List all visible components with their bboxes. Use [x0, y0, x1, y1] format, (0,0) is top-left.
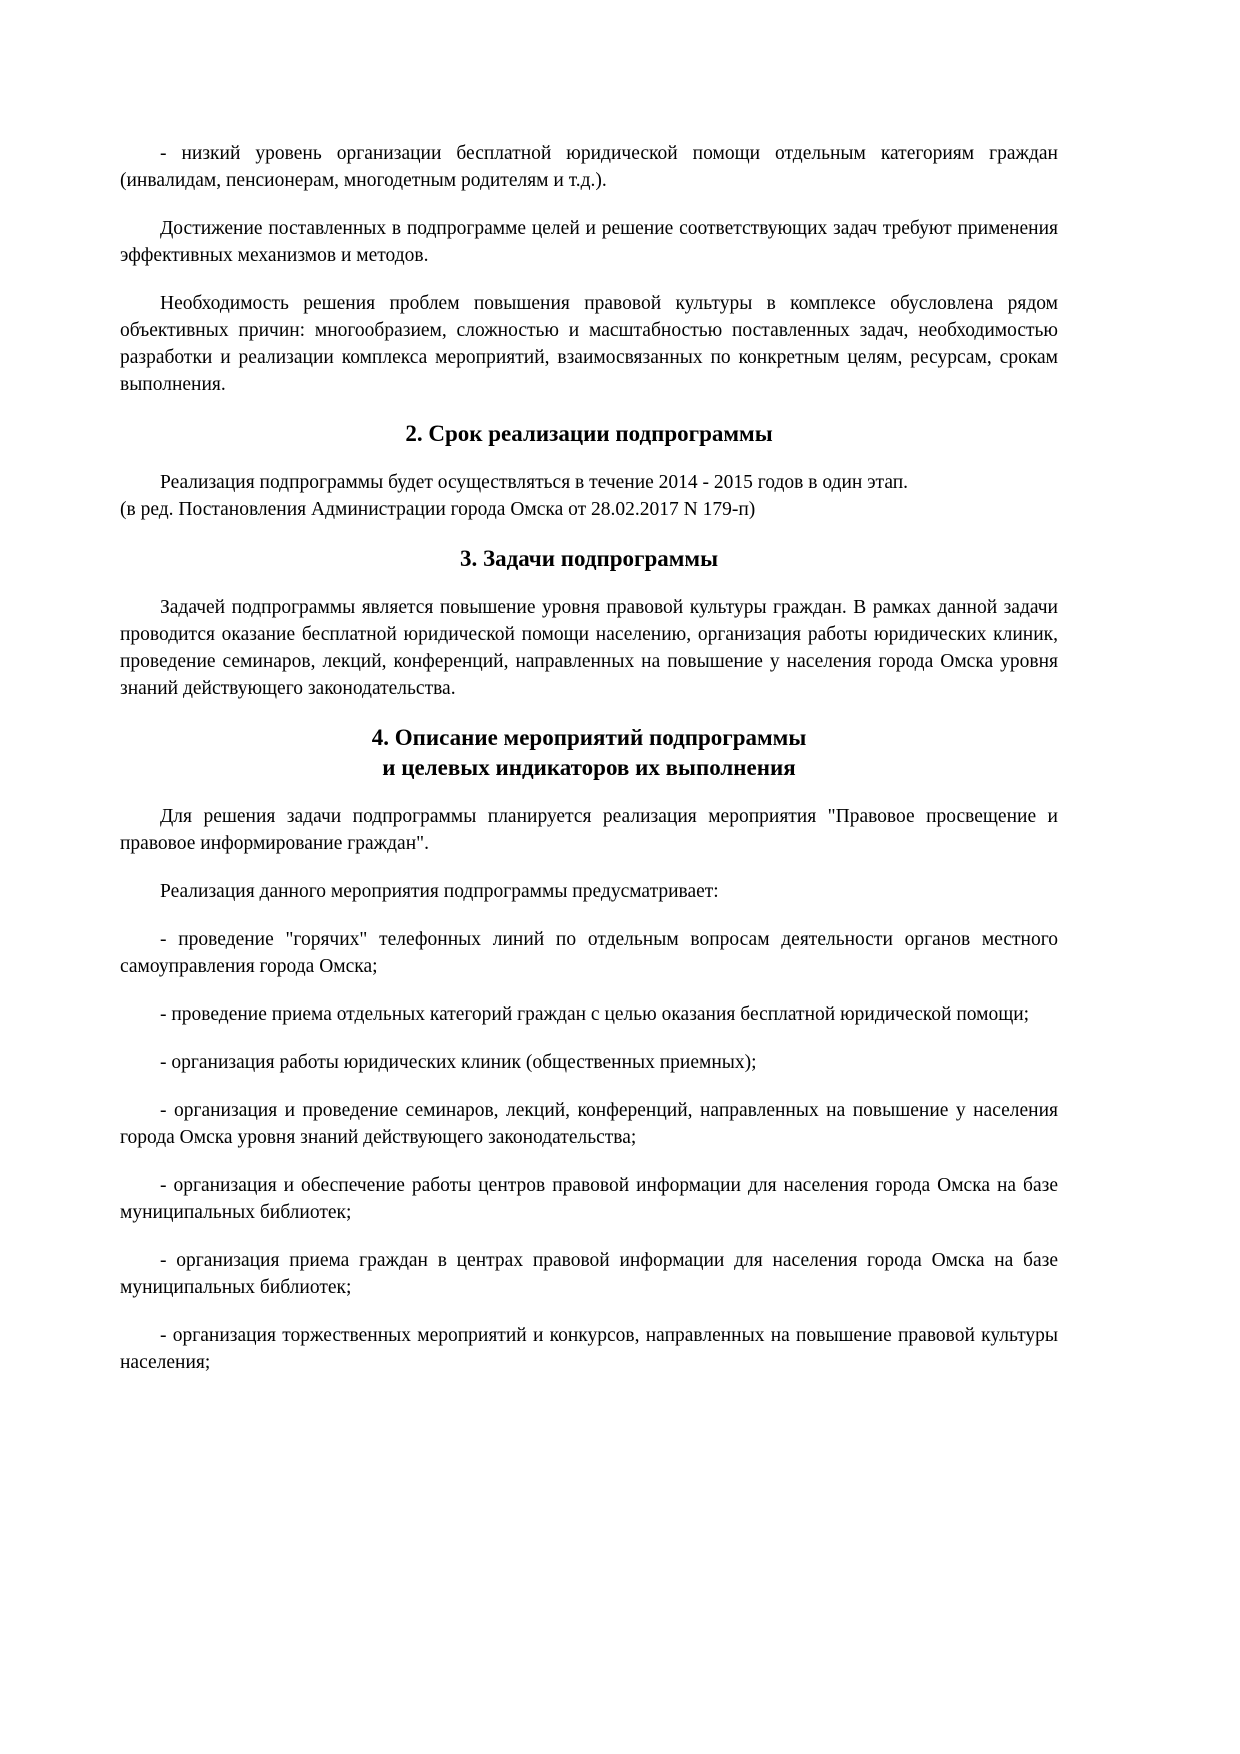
- list-item: - организация и проведение семинаров, лекций, конференций, направленных на повышение у населения города Омска уровня знаний действующего законодательства;: [120, 1100, 1058, 1148]
- intro-paragraph-3: Необходимость решения проблем повышения правовой культуры в комплексе обусловлена рядом объективных причин: многообразием, сложностью и масштабностью поставленных задач, необходимостью разработки и реализации комплекса мероприятий, взаимосвязанных по конкретным целям, ресурсам, срокам выполнения.: [120, 293, 1058, 395]
- section-4-paragraph-1: Для решения задачи подпрограммы планируется реализация мероприятия "Правовое просвещение и правовое информирование граждан".: [120, 806, 1058, 854]
- list-item: - проведение "горячих" телефонных линий по отдельным вопросам деятельности органов местного самоуправления города Омска;: [120, 929, 1058, 977]
- activity-list: [120, 926, 1058, 1376]
- section-4-paragraph-2: Реализация данного мероприятия подпрограммы предусматривает:: [160, 881, 719, 902]
- section-2-paragraph: Реализация подпрограммы будет осуществляться в течение 2014 - 2015 годов в один этап.: [160, 472, 909, 493]
- list-item: - организация торжественных мероприятий и конкурсов, направленных на повышение правовой культуры населения;: [120, 1325, 1058, 1373]
- section-4-heading-line-2: и целевых индикаторов их выполнения: [382, 755, 796, 780]
- section-3-heading: [120, 544, 1058, 574]
- section-2-heading: [120, 419, 1058, 449]
- section-3-heading-text: 3. Задачи подпрограммы: [459, 546, 719, 571]
- section-2-amendment-note: (в ред. Постановления Администрации города Омска от 28.02.2017 N 179-п): [120, 499, 756, 520]
- list-item: - организация приема граждан в центрах правовой информации для населения города Омска на базе муниципальных библиотек;: [120, 1250, 1058, 1298]
- document-page: [120, 140, 1058, 1397]
- list-item: - организация работы юридических клиник (общественных приемных);: [160, 1052, 757, 1073]
- section-4-heading-line-1: 4. Описание мероприятий подпрограммы: [371, 725, 807, 750]
- list-item: - проведение приема отдельных категорий граждан с целью оказания бесплатной юридической помощи;: [160, 1004, 1030, 1025]
- section-3-paragraph: Задачей подпрограммы является повышение уровня правовой культуры граждан. В рамках данной задачи проводится оказание бесплатной юридической помощи населению, организация работы юридических клиник, проведение семинаров, лекций, конференций, направленных на повышение у населения города Омска уровня знаний действующего законодательства.: [120, 597, 1058, 699]
- intro-paragraph-1: - низкий уровень организации бесплатной юридической помощи отдельным категориям граждан (инвалидам, пенсионерам, многодетным родителям и т.д.).: [120, 143, 1058, 191]
- section-4-heading: [120, 723, 1058, 783]
- intro-paragraph-2: Достижение поставленных в подпрограмме целей и решение соответствующих задач требуют применения эффективных механизмов и методов.: [120, 218, 1058, 266]
- section-2-heading-text: 2. Срок реализации подпрограммы: [405, 421, 773, 446]
- list-item: - организация и обеспечение работы центров правовой информации для населения города Омска на базе муниципальных библиотек;: [120, 1175, 1058, 1223]
